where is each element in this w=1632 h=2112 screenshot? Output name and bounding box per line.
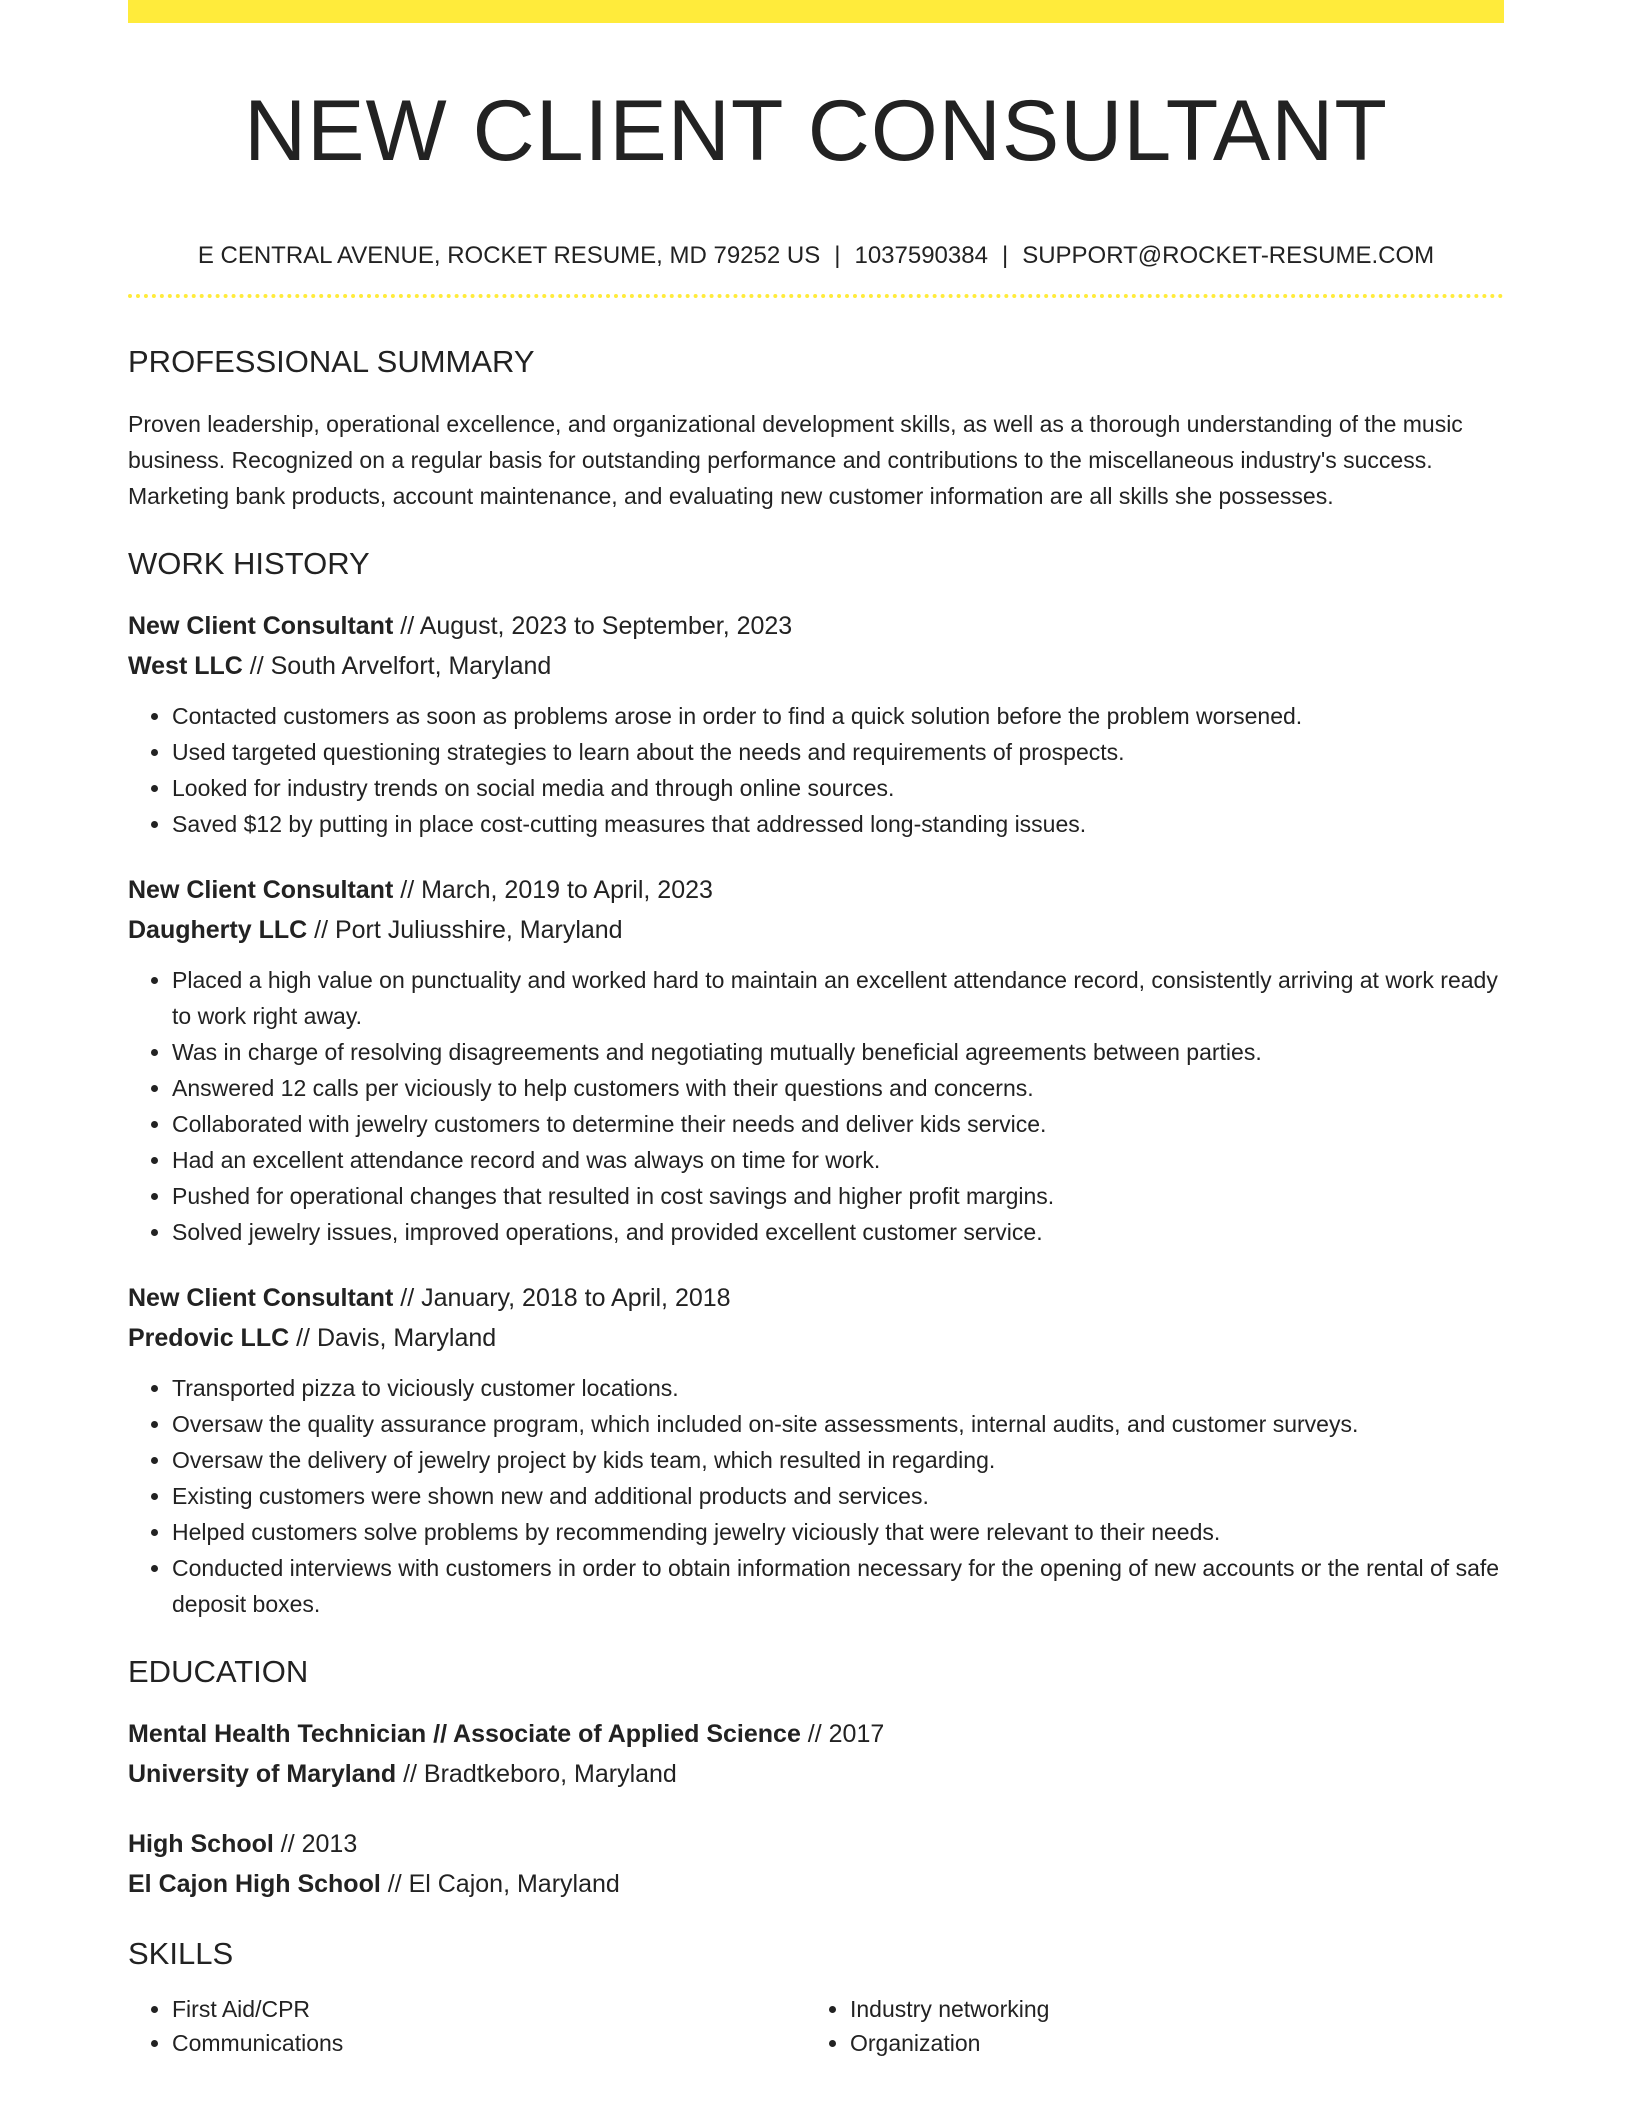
job-location: // Davis, Maryland — [289, 1324, 497, 1352]
skills-heading: SKILLS — [128, 1936, 234, 1971]
job-company: Predovic LLC — [128, 1324, 290, 1352]
work-history-heading: WORK HISTORY — [128, 546, 370, 581]
job-title-line — [128, 870, 1504, 910]
resume-content — [128, 0, 1504, 2060]
dotted-divider — [128, 294, 1504, 298]
education-entry — [128, 1824, 1504, 1904]
job-bullet: • Was in charge of resolving disagreements and negotiating mutually beneficial agreements between parties. — [172, 1034, 1504, 1070]
job-bullets — [128, 962, 1504, 1250]
job-bullet: • Had an excellent attendance record and was always on time for work. — [172, 1142, 1504, 1178]
job-title-line — [128, 1278, 1504, 1318]
job-company-line — [128, 646, 1504, 686]
summary-heading: PROFESSIONAL SUMMARY — [128, 344, 535, 379]
skills-right-column — [806, 1992, 1484, 2060]
job-entry — [128, 870, 1504, 1250]
job-title: New Client Consultant — [128, 612, 394, 640]
job-company: West LLC — [128, 652, 243, 680]
job-bullets — [128, 1370, 1504, 1622]
job-company-line — [128, 910, 1504, 950]
job-entry — [128, 1278, 1504, 1622]
job-bullet: • Oversaw the quality assurance program, which included on-site assessments, internal audits, and customer surveys. — [172, 1406, 1504, 1442]
contact-email: SUPPORT@ROCKET-RESUME.COM — [1022, 242, 1435, 269]
contact-line — [128, 240, 1504, 272]
job-bullet: • Pushed for operational changes that resulted in cost savings and higher profit margins. — [172, 1178, 1504, 1214]
job-dates: // August, 2023 to September, 2023 — [393, 612, 793, 640]
job-bullet: • Helped customers solve problems by recommending jewelry viciously that were relevant to their needs. — [172, 1514, 1504, 1550]
job-bullet: • Oversaw the delivery of jewelry project by kids team, which resulted in regarding. — [172, 1442, 1504, 1478]
job-location: // South Arvelfort, Maryland — [242, 652, 552, 680]
job-title-line — [128, 606, 1504, 646]
summary-text: Proven leadership, operational excellence, and organizational development skills, as well as a thorough understanding of the music business. Recognized on a regular basis for outstanding performance and contributions to the miscellaneous industry's success. Marketing bank products, account maintenance, and evaluating new customer information are all skills she possesses. — [128, 411, 1463, 509]
job-title: New Client Consultant — [128, 876, 394, 904]
contact-phone: 1037590384 — [854, 242, 988, 269]
job-dates: // March, 2019 to April, 2023 — [393, 876, 713, 904]
education-degree-line — [128, 1714, 1504, 1754]
skill-item: • First Aid/CPR — [172, 1992, 806, 2026]
job-bullets — [128, 698, 1504, 842]
job-bullet: • Collaborated with jewelry customers to determine their needs and deliver kids service. — [172, 1106, 1504, 1142]
job-bullet: • Transported pizza to viciously customer locations. — [172, 1370, 1504, 1406]
candidate-name: NEW CLIENT CONSULTANT — [244, 83, 1388, 179]
education-school: El Cajon High School — [128, 1870, 381, 1898]
job-dates: // January, 2018 to April, 2018 — [393, 1284, 731, 1312]
job-company: Daugherty LLC — [128, 916, 308, 944]
contact-address: E CENTRAL AVENUE, ROCKET RESUME, MD 79252 US — [197, 242, 821, 269]
job-bullet: • Saved $12 by putting in place cost-cutting measures that addressed long-standing issues. — [172, 806, 1504, 842]
education-degree-line — [128, 1824, 1504, 1864]
job-bullet: • Answered 12 calls per viciously to help customers with their questions and concerns. — [172, 1070, 1504, 1106]
job-title: New Client Consultant — [128, 1284, 394, 1312]
job-bullet: • Existing customers were shown new and additional products and services. — [172, 1478, 1504, 1514]
education-school-line — [128, 1754, 1504, 1794]
education-school: University of Maryland — [128, 1760, 397, 1788]
skill-item: • Communications — [172, 2026, 806, 2060]
education-school-line — [128, 1864, 1504, 1904]
education-entry — [128, 1714, 1504, 1794]
contact-separator: | — [834, 242, 841, 269]
skill-item: • Industry networking — [850, 1992, 1484, 2026]
job-entry — [128, 606, 1504, 842]
job-bullet: • Solved jewelry issues, improved operations, and provided excellent customer service. — [172, 1214, 1504, 1250]
job-bullet: • Contacted customers as soon as problems arose in order to find a quick solution before the problem worsened. — [172, 698, 1504, 734]
education-heading: EDUCATION — [128, 1654, 309, 1689]
job-bullet: • Used targeted questioning strategies to learn about the needs and requirements of prospects. — [172, 734, 1504, 770]
job-bullet: • Looked for industry trends on social media and through online sources. — [172, 770, 1504, 806]
education-location: // El Cajon, Maryland — [380, 1870, 620, 1898]
education-location: // Bradtkeboro, Maryland — [396, 1760, 677, 1788]
job-company-line — [128, 1318, 1504, 1358]
job-bullet: • Placed a high value on punctuality and worked hard to maintain an excellent attendance record, consistently arriving at work ready to work right away. — [172, 962, 1504, 1034]
job-location: // Port Juliusshire, Maryland — [307, 916, 623, 944]
education-degree: Mental Health Technician // Associate of Applied Science — [128, 1720, 801, 1748]
education-year: // 2017 — [800, 1720, 885, 1748]
education-degree: High School — [128, 1830, 274, 1858]
contact-separator: | — [1001, 242, 1009, 269]
skills-columns — [128, 1992, 1504, 2060]
education-year: // 2013 — [273, 1830, 358, 1858]
job-bullet: • Conducted interviews with customers in order to obtain information necessary for the opening of new accounts or the rental of safe deposit boxes. — [172, 1550, 1504, 1622]
skills-left-column — [128, 1992, 806, 2060]
skill-item: • Organization — [850, 2026, 1484, 2060]
